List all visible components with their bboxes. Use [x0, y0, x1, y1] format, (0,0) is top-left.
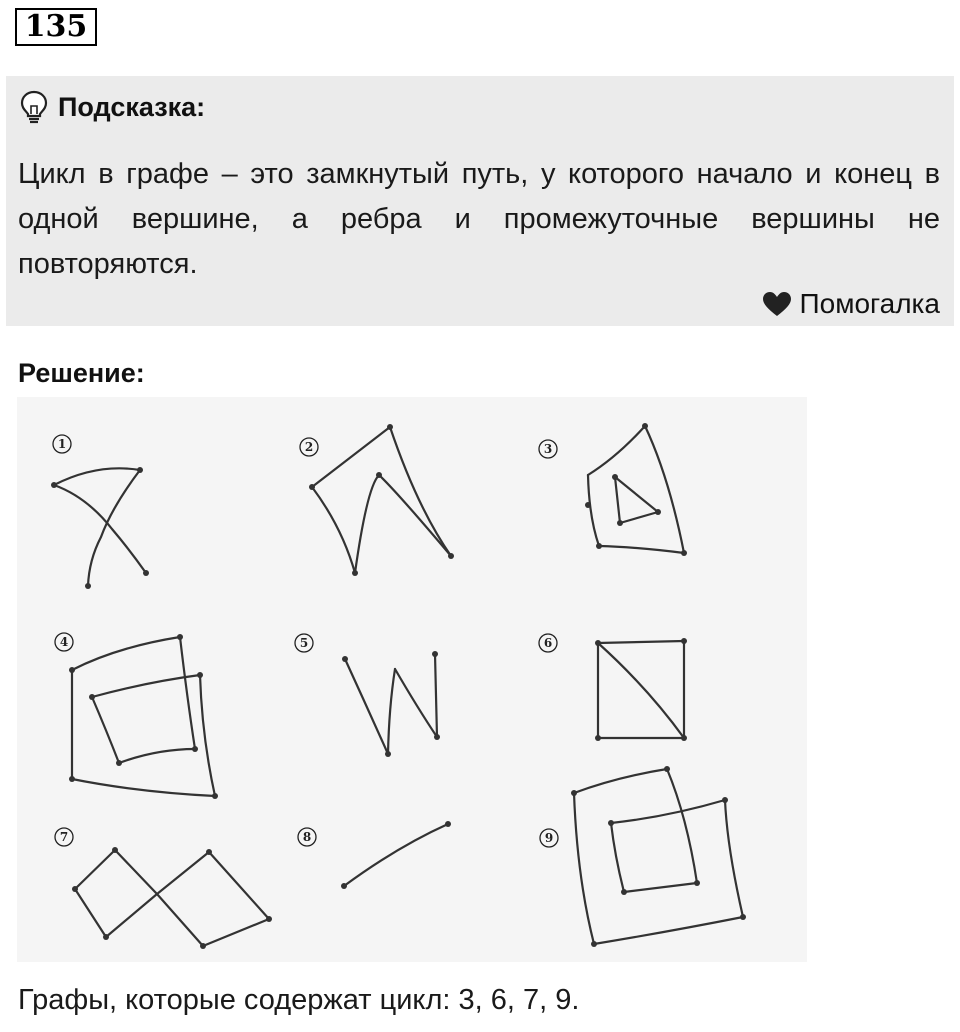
svg-text:9: 9: [544, 831, 554, 845]
graph-label-7: [55, 828, 73, 846]
hint-text: Цикл в графе – это замкнутый путь, у которого начало и конец в одной вершине, а ребра и промежуточные вершины не повторяются.: [18, 158, 940, 280]
hint-header: [20, 90, 205, 124]
heart-icon: [762, 291, 792, 317]
graph-3: [585, 423, 687, 556]
graph-2: [309, 424, 454, 576]
answer-text: Графы, которые содержат цикл: 3, 6, 7, 9.: [18, 984, 580, 1016]
svg-text:6: 6: [543, 636, 553, 650]
graph-6: [595, 638, 687, 741]
graph-label-4: [55, 633, 73, 651]
graph-1: [51, 467, 149, 589]
graph-label-9: [540, 829, 558, 847]
brand: [762, 286, 940, 322]
brand-label: Помогалка: [799, 288, 940, 319]
lightbulb-icon: [20, 90, 48, 124]
graphs-figure: [17, 397, 807, 962]
svg-text:2: 2: [304, 440, 314, 454]
graph-label-2: [300, 438, 318, 456]
solution-label: Решение:: [18, 358, 145, 388]
svg-text:4: 4: [59, 635, 69, 649]
svg-text:1: 1: [57, 437, 67, 451]
graph-label-3: [539, 440, 557, 458]
graph-label-8: [298, 828, 316, 846]
graph-9: [571, 766, 746, 947]
graph-7: [72, 847, 272, 949]
graph-4: [69, 634, 218, 799]
graph-label-1: [53, 435, 71, 453]
graph-label-5: [295, 634, 313, 652]
graph-8: [341, 821, 451, 889]
svg-text:8: 8: [302, 830, 312, 844]
svg-text:5: 5: [299, 636, 309, 650]
graph-5: [342, 651, 440, 757]
hint-title: Подсказка:: [58, 91, 206, 122]
task-number: 135: [15, 8, 97, 46]
graph-label-6: [539, 634, 557, 652]
svg-text:3: 3: [543, 442, 553, 456]
svg-text:7: 7: [59, 830, 69, 844]
